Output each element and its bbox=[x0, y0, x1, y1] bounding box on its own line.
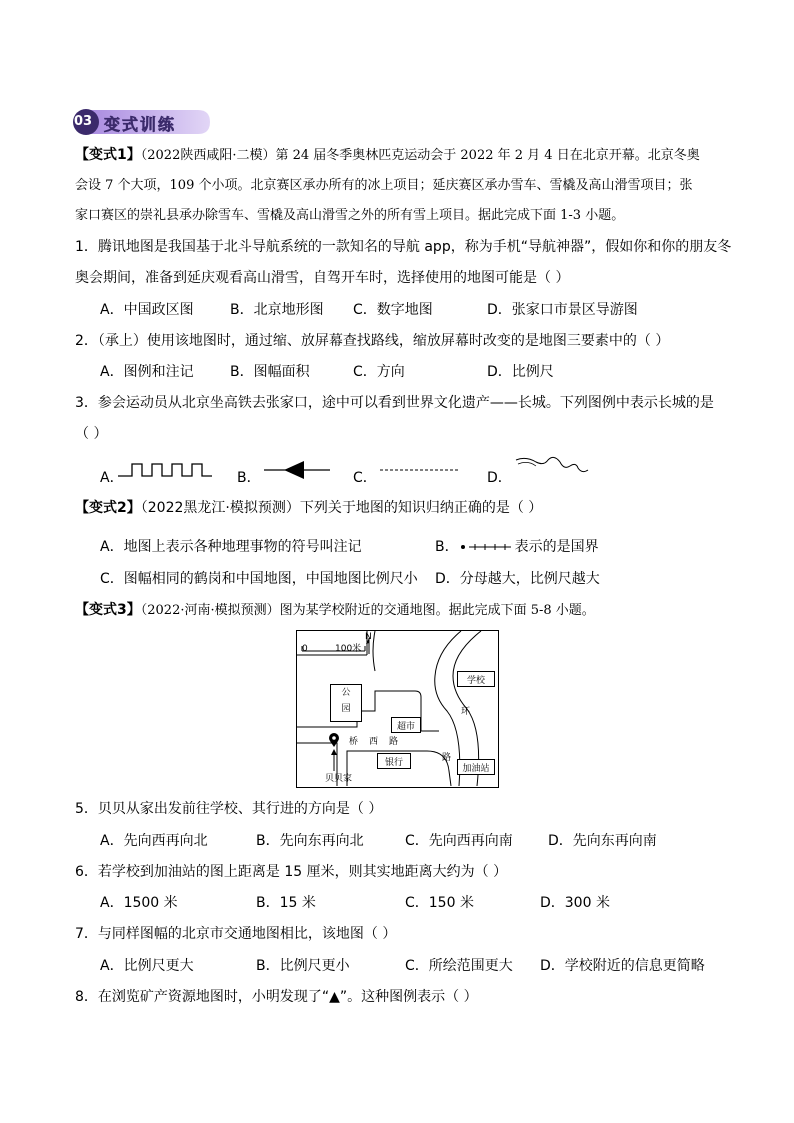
v2-option-b-suffix: 表示的是国界 bbox=[514, 539, 599, 555]
q6-option-a[interactable]: A．1500 米 bbox=[100, 895, 178, 911]
scale-zero: 0 bbox=[302, 644, 308, 654]
q2-option-a[interactable]: A．图例和注记 bbox=[100, 364, 194, 380]
v1-intro-line-2: 会设 7 个大项，109 个小项。北京赛区承办所有的冰上项目；延庆赛区承办雪车、雪橇及高山滑雪项目；张 bbox=[75, 178, 693, 193]
q6-option-b[interactable]: B．15 米 bbox=[256, 895, 316, 911]
q7-option-c[interactable]: C．所绘范围更大 bbox=[405, 958, 513, 974]
q3-stem-line-1: 3．参会运动员从北京坐高铁去张家口，途中可以看到世界文化遗产——长城。下列图例中表示长城的是 bbox=[75, 395, 714, 411]
q2-option-d[interactable]: D．比例尺 bbox=[487, 364, 554, 380]
q7-stem: 7．与同样图幅的北京市交通地图相比，该地图（ ） bbox=[75, 926, 397, 942]
section-title: 变式训练 bbox=[104, 115, 177, 134]
v3-tag: 【变式3】 bbox=[75, 602, 141, 618]
q5-option-d[interactable]: D．先向东再向南 bbox=[548, 833, 657, 849]
park-label-1: 公 bbox=[341, 688, 351, 698]
school-box: 学校 bbox=[457, 671, 495, 687]
q5-option-a[interactable]: A．先向西再向北 bbox=[100, 833, 208, 849]
v1-intro-line-1 bbox=[75, 145, 700, 166]
q6-stem: 6．若学校到加油站的图上距离是 15 厘米，则其实地距离大约为（ ） bbox=[75, 864, 508, 880]
v3-intro-text: （2022·河南·模拟预测）图为某学校附近的交通地图。据此完成下面 5-8 小题。 bbox=[140, 603, 595, 618]
v2-tag: 【变式2】 bbox=[75, 500, 141, 516]
q3-stem-line-2: （ ） bbox=[75, 426, 108, 442]
great-wall-symbol bbox=[118, 460, 214, 480]
arrow-symbol bbox=[262, 459, 332, 481]
bank-box: 银行 bbox=[377, 753, 411, 769]
q5-option-c[interactable]: C．先向西再向南 bbox=[405, 833, 513, 849]
q3-option-b[interactable] bbox=[237, 468, 261, 488]
q3-option-c[interactable] bbox=[353, 468, 377, 488]
q1-stem-line-1: 1．腾讯地图是我国基于北斗导航系统的一款知名的导航 app，称为手机“导航神器”，假如你和你的朋友冬 bbox=[75, 239, 732, 255]
q3-option-b-label: B． bbox=[237, 470, 261, 486]
v1-intro-text-1: （2022陕西咸阳·二模）第 24 届冬季奥林匹克运动会于 2022 年 2 月 4 日在北京开幕。北京冬奥 bbox=[140, 148, 700, 163]
q3-option-d-label: D． bbox=[487, 470, 512, 486]
ring-road-label: 环 bbox=[461, 707, 471, 717]
q7-option-a[interactable]: A．比例尺更大 bbox=[100, 958, 194, 974]
north-label: N bbox=[365, 632, 372, 642]
v1-tag: 【变式1】 bbox=[75, 147, 141, 163]
q1-option-d[interactable]: D．张家口市景区导游图 bbox=[487, 302, 638, 318]
lu-label: 路 bbox=[389, 737, 399, 747]
v2-option-d[interactable]: D．分母越大，比例尺越大 bbox=[435, 571, 600, 587]
border-symbol bbox=[459, 541, 515, 553]
q2-option-b[interactable]: B．图幅面积 bbox=[230, 364, 310, 380]
q5-option-b[interactable]: B．先向东再向北 bbox=[256, 833, 364, 849]
v3-intro-line bbox=[75, 600, 595, 621]
gas-station-box: 加油站 bbox=[457, 759, 495, 775]
q2-option-c[interactable]: C．方向 bbox=[353, 364, 405, 380]
q1-stem-line-2: 奥会期间，准备到延庆观看高山滑雪，自驾开车时，选择使用的地图可能是（ ） bbox=[75, 270, 570, 286]
q8-stem: 8．在浏览矿产资源地图时，小明发现了“▲”。这种图例表示（ ） bbox=[75, 989, 478, 1005]
park-label-2: 园 bbox=[341, 704, 351, 714]
v1-intro-line-3: 家口赛区的崇礼县承办除雪车、雪橇及高山滑雪之外的所有雪上项目。据此完成下面 1-3 小题。 bbox=[75, 208, 625, 223]
v2-option-a[interactable]: A．地图上表示各种地理事物的符号叫注记 bbox=[100, 539, 362, 555]
section-badge bbox=[70, 108, 210, 136]
q5-stem: 5．贝贝从家出发前往学校、其行进的方向是（ ） bbox=[75, 801, 383, 817]
v2-intro-line bbox=[75, 498, 542, 518]
q1-option-c[interactable]: C．数字地图 bbox=[353, 302, 433, 318]
v2-option-b-prefix: B． bbox=[435, 539, 459, 555]
q6-option-c[interactable]: C．150 米 bbox=[405, 895, 474, 911]
q3-option-d[interactable] bbox=[487, 468, 512, 488]
river-line-symbol bbox=[514, 454, 594, 480]
q7-option-d[interactable]: D．学校附近的信息更简略 bbox=[540, 958, 705, 974]
dashed-line-symbol bbox=[378, 466, 462, 474]
qiao-label: 桥 bbox=[349, 737, 359, 747]
v2-intro-text: （2022黑龙江·模拟预测）下列关于地图的知识归纳正确的是（ ） bbox=[140, 500, 543, 516]
scale-length: 100米 bbox=[335, 644, 362, 654]
q3-option-a-label: A． bbox=[100, 470, 124, 486]
section-number: 03 bbox=[74, 114, 93, 129]
q1-option-a[interactable]: A．中国政区图 bbox=[100, 302, 194, 318]
road-label: 路 bbox=[442, 753, 452, 763]
home-label: 贝贝家 bbox=[325, 774, 353, 784]
q3-option-c-label: C． bbox=[353, 470, 377, 486]
supermarket-box: 超市 bbox=[391, 717, 421, 733]
q2-stem: 2．（承上）使用该地图时，通过缩、放屏幕查找路线，缩放屏幕时改变的是地图三要素中的（ ） bbox=[75, 333, 670, 349]
location-pin-icon bbox=[327, 731, 341, 773]
v2-option-b[interactable] bbox=[435, 537, 599, 557]
v2-option-c[interactable]: C．图幅相同的鹤岗和中国地图，中国地图比例尺小 bbox=[100, 571, 418, 587]
traffic-map bbox=[296, 630, 499, 788]
q6-option-d[interactable]: D．300 米 bbox=[540, 895, 610, 911]
park-box bbox=[330, 684, 362, 722]
q7-option-b[interactable]: B．比例尺更小 bbox=[256, 958, 350, 974]
xi-label: 西 bbox=[369, 737, 379, 747]
q1-option-b[interactable]: B．北京地形图 bbox=[230, 302, 324, 318]
